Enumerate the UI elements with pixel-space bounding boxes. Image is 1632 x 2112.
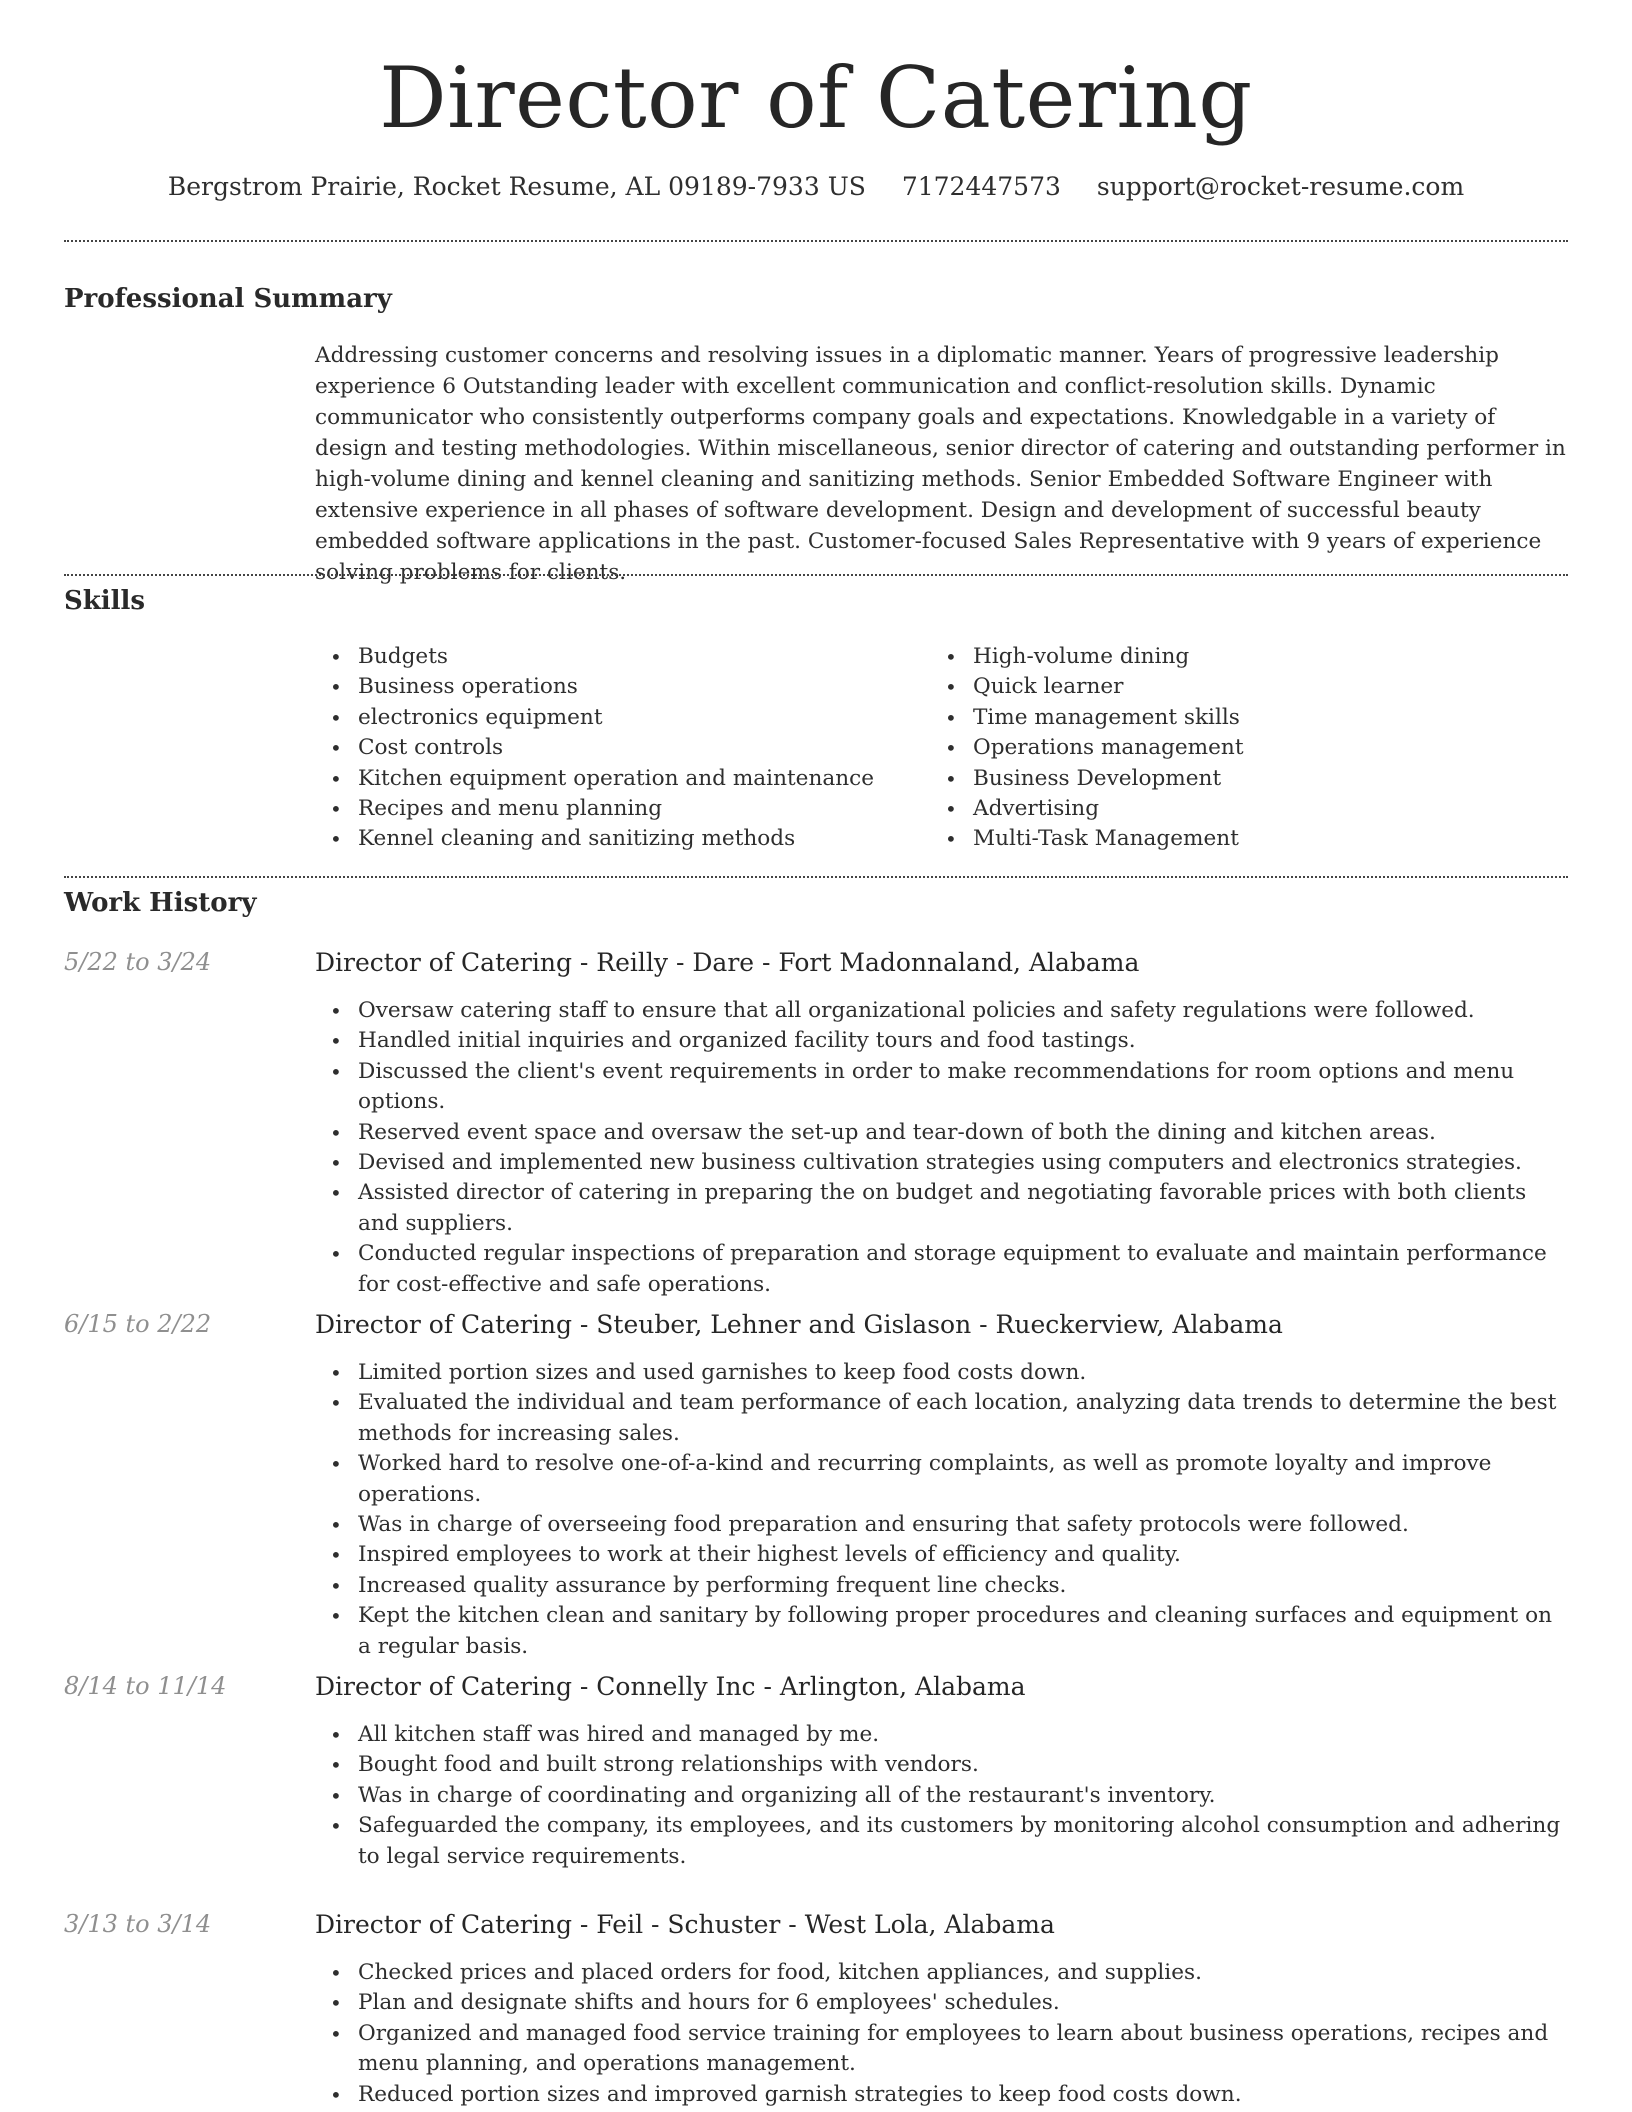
job-bullet: • Worked hard to resolve one-of-a-kind and recurring complaints, as well as promote loyalty and improve operations. xyxy=(315,1449,1570,1510)
job-bullets xyxy=(315,1720,1570,1872)
divider xyxy=(64,574,1568,576)
contact-address: Bergstrom Prairie, Rocket Resume, AL 09189-7933 US xyxy=(167,172,866,201)
skill-item: • Operations management xyxy=(930,733,1244,763)
skill-item: • High-volume dining xyxy=(930,642,1244,672)
job-bullet: • Assisted director of catering in preparing the on budget and negotiating favorable prices with both clients and suppliers. xyxy=(315,1178,1570,1239)
contact-line xyxy=(0,172,1632,202)
job-bullet: • Kept the kitchen clean and sanitary by following proper procedures and cleaning surfaces and equipment on a regular basis. xyxy=(315,1601,1570,1662)
skill-item: • Multi-Task Management xyxy=(930,824,1244,854)
job-bullet: • Safeguarded the company, its employees, and its customers by monitoring alcohol consumption and adhering to legal service requirements. xyxy=(315,1811,1570,1872)
job-bullet: • Evaluated the individual and team performance of each location, analyzing data trends to determine the best methods for increasing sales. xyxy=(315,1388,1570,1449)
job-title: Director of Catering - Feil - Schuster - West Lola, Alabama xyxy=(315,1910,1055,1939)
skills-list-right xyxy=(930,642,1244,855)
contact-phone: 7172447573 xyxy=(901,172,1061,201)
resume-title: Director of Catering xyxy=(379,49,1253,147)
skills-heading: Skills xyxy=(64,586,146,616)
job-bullets xyxy=(315,1958,1570,2110)
job-bullet: • Bought food and built strong relationships with vendors. xyxy=(315,1750,1570,1780)
job-bullet: • Was in charge of overseeing food preparation and ensuring that safety protocols were followed. xyxy=(315,1510,1570,1540)
job-bullet: • Organized and managed food service training for employees to learn about business operations, recipes and menu planning, and operations management. xyxy=(315,2019,1570,2080)
job-bullet: • Reserved event space and oversaw the set-up and tear-down of both the dining and kitchen areas. xyxy=(315,1118,1570,1148)
job-bullet: • Increased quality assurance by performing frequent line checks. xyxy=(315,1571,1570,1601)
skill-item: • Advertising xyxy=(930,794,1244,824)
job-bullet: • Inspired employees to work at their highest levels of efficiency and quality. xyxy=(315,1540,1570,1570)
skill-item: • Business Development xyxy=(930,764,1244,794)
skill-item: • Budgets xyxy=(315,642,874,672)
skill-item: • Business operations xyxy=(315,672,874,702)
skill-item: • Kennel cleaning and sanitizing methods xyxy=(315,824,874,854)
skill-item: • Cost controls xyxy=(315,733,874,763)
job-dates: 6/15 to 2/22 xyxy=(64,1310,212,1338)
job-title: Director of Catering - Connelly Inc - Arlington, Alabama xyxy=(315,1672,1026,1701)
job-bullet: • Conducted regular inspections of preparation and storage equipment to evaluate and maintain performance for cost-effective and safe operations. xyxy=(315,1239,1570,1300)
divider xyxy=(64,876,1568,878)
skill-item: • Quick learner xyxy=(930,672,1244,702)
job-bullet: • Plan and designate shifts and hours for 6 employees' schedules. xyxy=(315,1988,1570,2018)
job-dates: 5/22 to 3/24 xyxy=(64,948,212,976)
job-bullet: • Handled initial inquiries and organized facility tours and food tastings. xyxy=(315,1026,1570,1056)
job-bullets xyxy=(315,996,1570,1300)
summary-text: Addressing customer concerns and resolving issues in a diplomatic manner. Years of progressive leadership experience 6 Outstanding leader with excellent communication and conflict-resolution skills. Dynamic communicator who consistently outperforms company goals and expectations. Knowledgable in a variety of design and testing methodologies. Within miscellaneous, senior director of catering and outstanding performer in high-volume dining and kennel cleaning and sanitizing methods. Senior Embedded Software Engineer with extensive experience in all phases of software development. Design and development of successful beauty embedded software applications in the past. Customer-focused Sales Representative with 9 years of experience solving problems for clients. xyxy=(315,343,1566,585)
job-bullet: • All kitchen staff was hired and managed by me. xyxy=(315,1720,1570,1750)
job-title: Director of Catering - Steuber, Lehner and Gislason - Rueckerview, Alabama xyxy=(315,1310,1283,1339)
job-bullet: • Oversaw catering staff to ensure that all organizational policies and safety regulations were followed. xyxy=(315,996,1570,1026)
work-history-heading: Work History xyxy=(64,888,257,918)
job-bullet: • Was in charge of coordinating and organizing all of the restaurant's inventory. xyxy=(315,1781,1570,1811)
skill-item: • Kitchen equipment operation and maintenance xyxy=(315,764,874,794)
job-bullet: • Discussed the client's event requirements in order to make recommendations for room options and menu options. xyxy=(315,1057,1570,1118)
summary-heading: Professional Summary xyxy=(64,284,392,314)
skill-item: • Recipes and menu planning xyxy=(315,794,874,824)
contact-email: support@rocket-resume.com xyxy=(1096,172,1465,201)
skills-list-left xyxy=(315,642,874,855)
skill-item: • electronics equipment xyxy=(315,703,874,733)
job-bullet: • Checked prices and placed orders for food, kitchen appliances, and supplies. xyxy=(315,1958,1570,1988)
job-title: Director of Catering - Reilly - Dare - Fort Madonnaland, Alabama xyxy=(315,948,1140,977)
job-dates: 3/13 to 3/14 xyxy=(64,1910,212,1938)
job-bullet: • Limited portion sizes and used garnishes to keep food costs down. xyxy=(315,1358,1570,1388)
job-bullet: • Devised and implemented new business cultivation strategies using computers and electronics strategies. xyxy=(315,1148,1570,1178)
divider xyxy=(64,240,1568,242)
job-bullet: • Reduced portion sizes and improved garnish strategies to keep food costs down. xyxy=(315,2080,1570,2110)
skill-item: • Time management skills xyxy=(930,703,1244,733)
job-bullets xyxy=(315,1358,1570,1662)
job-dates: 8/14 to 11/14 xyxy=(64,1672,227,1700)
